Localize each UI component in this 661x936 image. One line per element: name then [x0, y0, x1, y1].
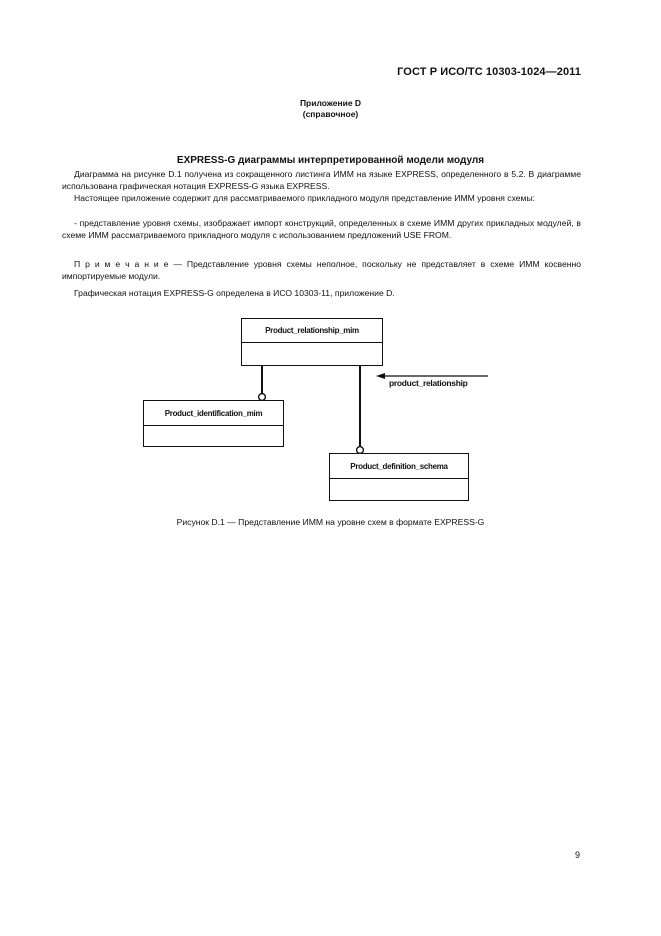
document-header: ГОСТ Р ИСО/ТС 10303-1024—2011 — [397, 66, 581, 78]
note-text: — Представление уровня схемы неполное, поскольку не представляет в схеме ИММ косвенно импортируемые модули. — [62, 259, 582, 281]
paragraph-schema-level: Настоящее приложение содержит для рассматриваемого прикладного модуля представление ИММ уровня схемы: — [74, 193, 536, 203]
schema-box-main — [241, 318, 383, 366]
reference-label: product_relationship — [389, 378, 468, 388]
schema-name-right: Product_definition_schema — [330, 454, 468, 479]
schema-box-left — [143, 400, 284, 447]
page-number: 9 — [575, 850, 581, 860]
schema-name-main: Product_relationship_mim — [242, 319, 382, 343]
paragraph-notation-reference: Графическая нотация EXPRESS-G определена в ИСО 10303-11, приложение D. — [74, 288, 395, 298]
reference-arrow-head — [376, 373, 385, 379]
annex-title: Приложение D — [299, 98, 362, 108]
paragraph-schema-description: - представление уровня схемы, изображает импорт конструкций, определенных в схеме ИММ других прикладных модулей, в схеме ИММ рассматриваемого прикладного модуля с использованием предложений USE FROM. — [62, 218, 581, 240]
schema-box-right — [329, 453, 469, 501]
note-label: П р и м е ч а н и е — [74, 259, 169, 269]
section-title: EXPRESS-G диаграммы интерпретированной модели модуля — [176, 155, 485, 166]
figure-caption: Рисунок D.1 — Представление ИММ на уровне схем в формате EXPRESS-G — [176, 517, 485, 527]
annex-status: (справочное) — [302, 109, 359, 119]
paragraph-diagram-origin: Диаграмма на рисунке D.1 получена из сокращенного листинга ИММ на языке EXPRESS, определенного в 5.2. В диаграмме использована графическая нотация EXPRESS-G языка EXPRESS. — [62, 169, 581, 191]
schema-name-left: Product_identification_mim — [144, 401, 283, 426]
